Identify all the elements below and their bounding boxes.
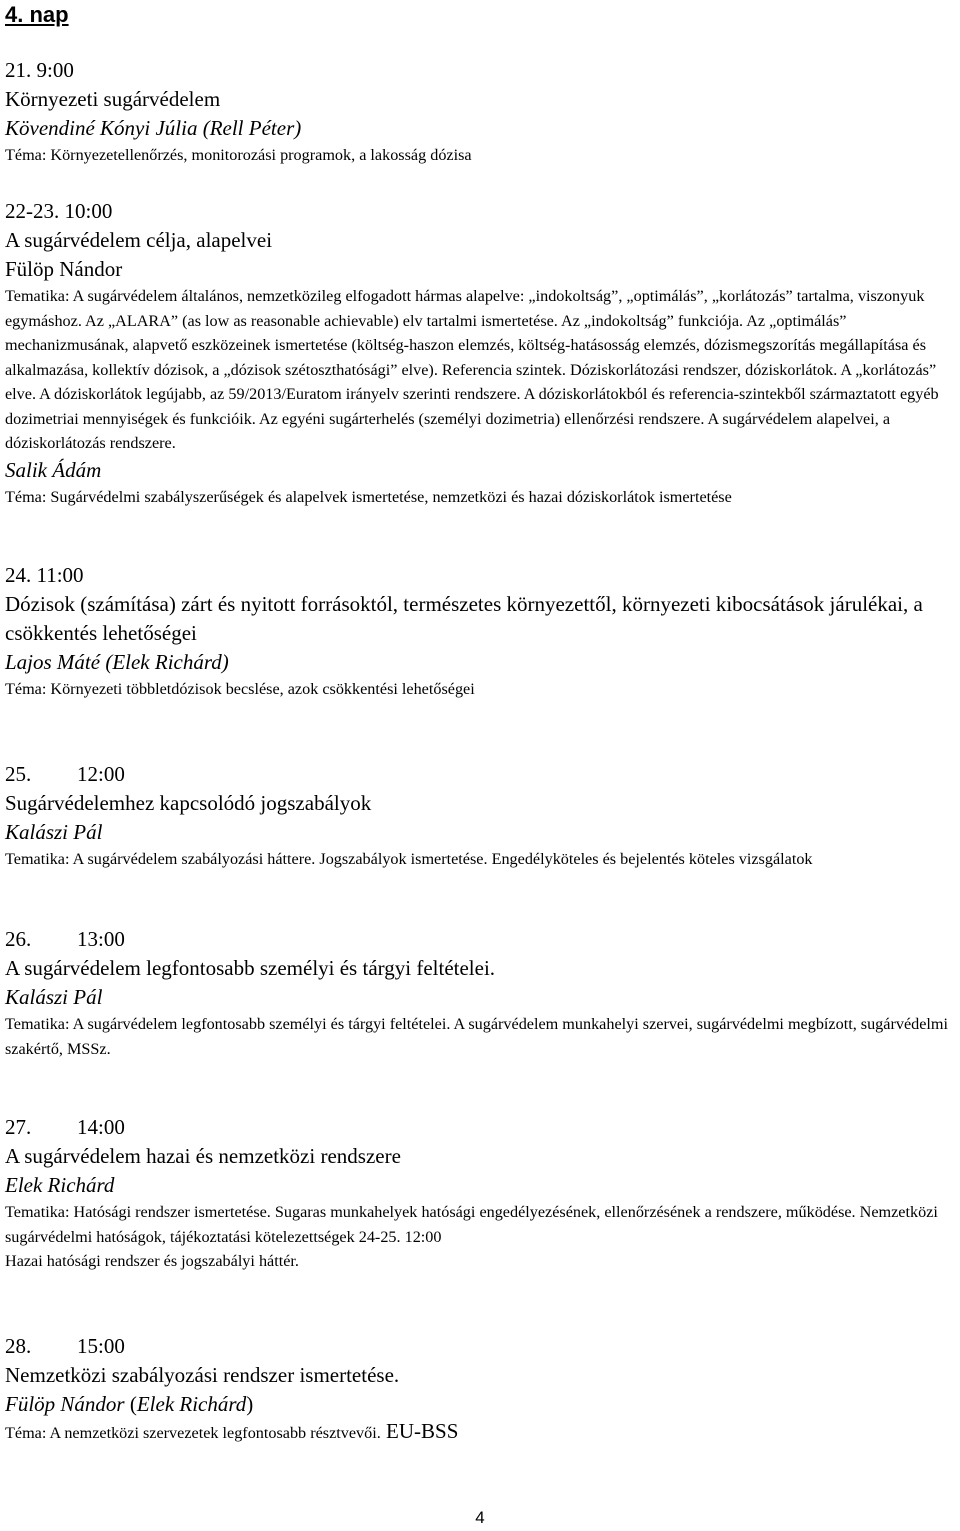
description-suffix: EU-BSS	[380, 1419, 459, 1443]
session-21	[5, 56, 955, 168]
day-heading: 4. nap	[5, 2, 69, 27]
description-text: Téma: A nemzetközi szervezetek legfontosabb résztvevői.	[5, 1424, 381, 1442]
session-28	[5, 1332, 955, 1446]
session-clock: 14:00	[77, 1115, 125, 1139]
lecturer-paren-open: (	[124, 1392, 137, 1416]
session-clock: 12:00	[77, 762, 125, 786]
lecturer-paren-close: )	[246, 1392, 254, 1416]
page-number: 4	[475, 1508, 485, 1527]
session-lecturer	[5, 1390, 955, 1419]
session-time: 22-23. 10:00	[5, 199, 113, 223]
session-clock: 15:00	[77, 1334, 125, 1358]
session-22-23	[5, 197, 955, 509]
session-time: 24. 11:00	[5, 563, 84, 587]
session-description: Tematika: A sugárvédelem szabályozási háttere. Jogszabályok ismertetése. Engedélyköteles és bejelentés köteles vizsgálatok	[5, 850, 813, 868]
session-lecturer-2: Salik Ádám	[5, 457, 102, 482]
session-27	[5, 1113, 955, 1274]
session-title: Dózisok (számítása) zárt és nyitott forrásoktól, természetes környezettől, környezeti kibocsátások járulékai, a csökkentés lehetőségei	[5, 592, 923, 645]
lecturer-name-alt: Elek Richárd	[136, 1392, 247, 1416]
session-clock: 13:00	[77, 927, 125, 951]
session-title: A sugárvédelem célja, alapelvei	[5, 228, 273, 252]
session-description: Tematika: Hatósági rendszer ismertetése. Sugaras munkahelyek hatósági engedélyezésének, ellenőrzésének a rendszere, működése. Nemzetközi sugárvédelmi hatóságok, tájékoztatási kötelezettségek 24-25. 12:00	[5, 1203, 938, 1246]
session-description: Tematika: A sugárvédelem legfontosabb személyi és tárgyi feltételei. A sugárvédelem munkahelyi szervei, sugárvédelmi megbízott, sugárvédelmi szakértő, MSSz.	[5, 1015, 948, 1058]
session-description-extra: Hazai hatósági rendszer és jogszabályi háttér.	[5, 1252, 299, 1270]
session-lecturer: Kövendiné Kónyi Júlia (Rell Péter)	[5, 116, 302, 140]
session-lecturer: Lajos Máté (Elek Richárd)	[5, 650, 229, 674]
session-time: 21. 9:00	[5, 58, 74, 82]
session-number: 28.	[5, 1334, 32, 1358]
session-lecturer: Fülöp Nándor	[5, 257, 123, 281]
session-title: Nemzetközi szabályozási rendszer ismertetése.	[5, 1363, 400, 1387]
lecturer-name: Fülöp Nándor	[5, 1392, 125, 1416]
session-26	[5, 925, 955, 1061]
session-description	[5, 1419, 955, 1446]
session-number: 27.	[5, 1115, 32, 1139]
session-number: 25.	[5, 762, 32, 786]
session-lecturer: Kalászi Pál	[5, 820, 103, 844]
session-25	[5, 760, 955, 872]
session-time	[5, 1113, 955, 1142]
session-title: A sugárvédelem legfontosabb személyi és tárgyi feltételei.	[5, 956, 496, 980]
session-description: Téma: Környezetellenőrzés, monitorozási programok, a lakosság dózisa	[5, 146, 472, 164]
session-lecturer: Elek Richárd	[5, 1173, 115, 1197]
session-title: Sugárvédelemhez kapcsolódó jogszabályok	[5, 791, 372, 815]
session-24	[5, 561, 955, 702]
session-time	[5, 1332, 955, 1361]
session-number: 26.	[5, 927, 32, 951]
session-description-2: Téma: Sugárvédelmi szabályszerűségek és alapelvek ismertetése, nemzetközi és hazai dóziskorlátok ismertetése	[5, 487, 732, 506]
session-description: Téma: Környezeti többletdózisok becslése, azok csökkentési lehetőségei	[5, 680, 475, 698]
session-time	[5, 925, 955, 954]
session-description: Tematika: A sugárvédelem általános, nemzetközileg elfogadott hármas alapelve: „indokoltság”, „optimálás”, „korlátozás” tartalma, viszonyuk egymáshoz. Az „ALARA” (as low as reasonable achievable) elv tartalmi ismertetése. Az „indokoltság” funkciója. Az „optimálás” mechanizmusának, alapvető eszközeinek ismertetése (költség-haszon elemzés, költség-hatásosság elemzés, dózismegszorítás megállapítása és alkalmazása, kollektív dózisok, a „dózisok szétoszthatósági” elve). Referencia szintek. Dóziskorlátozási rendszer, dóziskorlátok. A „korlátozás” elve. A dóziskorlátok legújabb, az 59/2013/Euratom irányelv szerinti rendszere. A dóziskorlátokból és referencia-szintekből származtatott egyéb dozimetriai mennyiségek és funkcióik. Az egyéni sugárterhelés (személyi dozimetria) ellenőrzési rendszere. A sugárvédelem alapelvei, a dóziskorlátozás rendszere.	[5, 287, 939, 452]
session-lecturer: Kalászi Pál	[5, 985, 103, 1009]
session-title: Környezeti sugárvédelem	[5, 87, 221, 111]
session-time	[5, 760, 955, 789]
session-title: A sugárvédelem hazai és nemzetközi rendszere	[5, 1144, 401, 1168]
